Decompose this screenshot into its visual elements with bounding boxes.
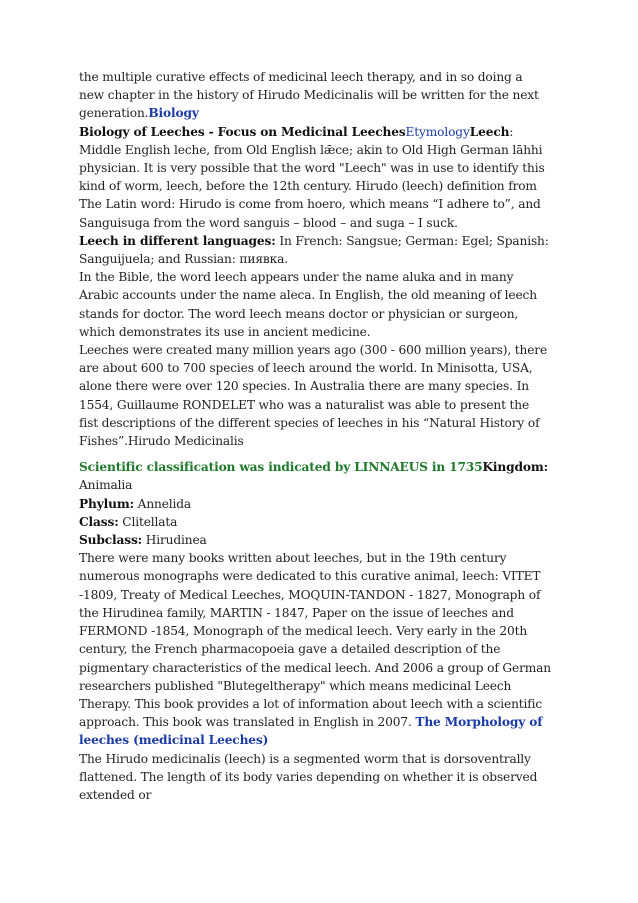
etymology-link[interactable]: Etymology [405,124,470,139]
class-value: Clitellata [118,514,178,529]
phylum-value: Annelida [133,496,192,511]
phylum-label: Phylum: [79,496,134,511]
class-line [79,513,551,531]
subclass-value: Hirudinea [142,533,207,548]
history-paragraph: Leeches were created many million years ago (300 - 600 million years), there are about 600 to 700 species of leech around the world. In Minisotta, USA, alone there were over 120 species. In Australia there are many species. In 1554, Guillaume RONDELET who was a naturalist was able to present the fist descriptions of the different species of leeches in his “Natural History of Fishes”.Hirudo Medicinalis [79,343,548,449]
paragraph-gap [79,450,551,458]
morphology-link[interactable]: The Morphology of leeches (medicinal Leeches) [79,715,543,748]
languages-paragraph [79,232,551,268]
phylum-line [79,495,551,513]
etymology-text: : Middle English leche, from Old English lǣce; akin to Old High German lāhhi physician. It is very possible that the word "Leech" was in use to identify this kind of worm, leech, before the 12th century. Hirudo (leech) definition from The Latin word: Hirudo is come from hoero, which means “I adhere to”, and Sanguisuga from the word sanguis – blood – and suga – I suck. [79,124,545,230]
intro-paragraph [79,68,551,123]
class-label: Class: [79,514,119,529]
kingdom-label: Kingdom: [482,460,548,475]
biology-link[interactable]: Biology [148,106,199,121]
etymology-paragraph [79,123,551,232]
subclass-label: Subclass: [79,533,143,548]
languages-label: Leech in different languages: [79,233,276,248]
section-heading: Biology of Leeches - Focus on Medicinal Leeches [79,124,406,139]
languages-text: In French: Sangsue; German: Egel; Spanish: Sanguijuela; and Russian: пиявка. [79,233,549,267]
morphology-paragraph: The Hirudo medicinalis (leech) is a segmented worm that is dorsoventrally flattened. The length of its body varies depending on whether it is observed extended or [79,751,538,802]
bible-paragraph: In the Bible, the word leech appears under the name aluka and in many Arabic accounts under the name aleca. In English, the old meaning of leech stands for doctor. The word leech means doctor or physician or surgeon, which demonstrates its use in ancient medicine. [79,270,537,339]
classification-heading[interactable]: Scientific classification was indicated by LINNAEUS in 1735 [79,460,483,475]
document-page [79,68,551,804]
books-paragraph [79,549,551,749]
intro-text: the multiple curative effects of medicinal leech therapy, and in so doing a new chapter in the history of Hirudo Medicinalis will be written for the next generation. [79,70,539,121]
leech-label: Leech [469,124,510,139]
kingdom-value: Animalia [79,478,133,493]
subclass-line [79,531,551,549]
classification-paragraph [79,458,551,494]
books-text: There were many books written about leeches, but in the 19th century numerous monographs were dedicated to this curative animal, leech: VITET -1809, Treaty of Medical Leeches, MOQUIN-TANDON - 1827, Monograph of the Hirudinea family, MARTIN - 1847, Paper on the issue of leeches and FERMOND -1854, Monograph of the medical leech. Very early in the 20th century, the French pharmacopoeia gave a detailed description of the pigmentary characteristics of the medical leech. And 2006 a group of German researchers published "Blutegeltherapy" which means medicinal Leech Therapy. This book provides a lot of information about leech with a scientific approach. This book was translated in English in 2007. [79,551,551,730]
